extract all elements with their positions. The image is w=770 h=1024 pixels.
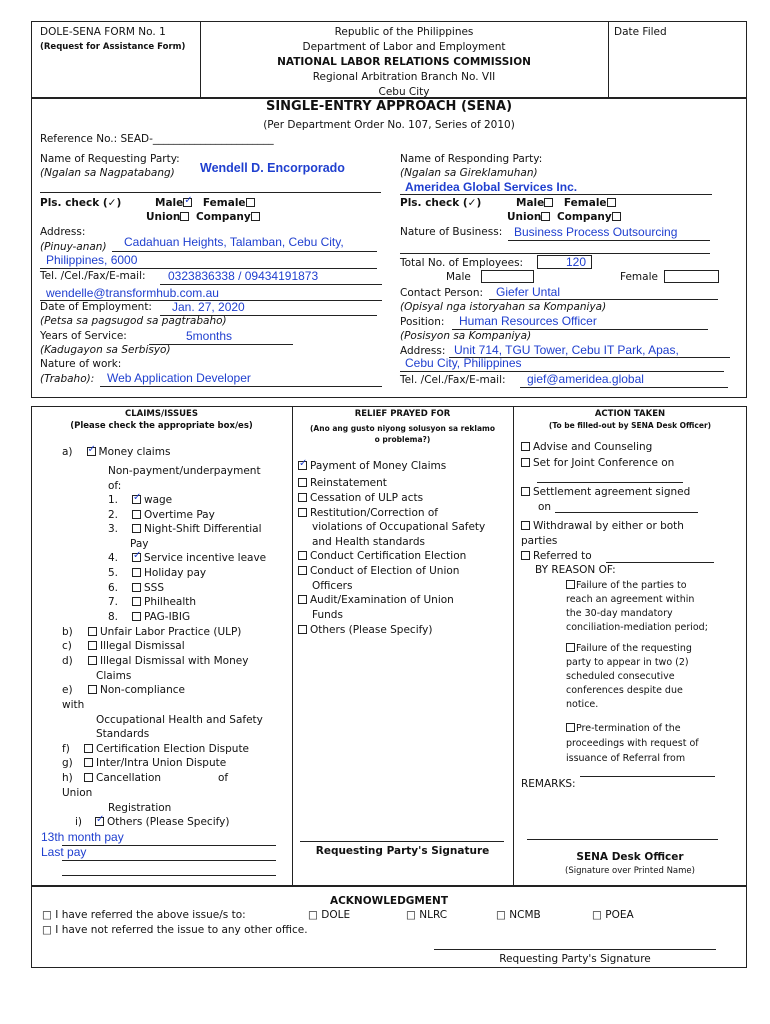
req-address-line1[interactable]: Cadahuan Heights, Talamban, Cebu City, <box>124 235 344 249</box>
claim-e-with: with <box>62 699 85 711</box>
claim-i-checkbox[interactable] <box>95 817 104 826</box>
reason-1-text: Failure of the parties to <box>576 580 687 591</box>
action-label: Referred to <box>533 550 592 562</box>
req-address-label: Address: <box>40 226 86 238</box>
relief-restitution-2: violations of Occupational Safety <box>312 521 486 533</box>
resp-pos-label: Position: <box>400 316 445 328</box>
resp-gender <box>516 197 619 209</box>
relief-label: Reinstatement <box>310 477 387 489</box>
req-work-rule <box>100 386 382 387</box>
claim-letter: e) <box>62 684 73 696</box>
claim-e-checkbox[interactable] <box>88 685 97 694</box>
relief-subtitle-1: (Ano ang gusto niyong solusyon sa reklamo <box>310 424 495 433</box>
resp-company-checkbox[interactable] <box>612 212 621 221</box>
claim-item-label: PAG-IBIG <box>144 611 191 623</box>
ack-dole[interactable]: □ DOLE <box>308 909 351 921</box>
reason-1-line: conciliation-mediation period; <box>566 622 708 633</box>
claim-item-checkbox[interactable] <box>132 524 141 533</box>
claim-other-1[interactable]: 13th month pay <box>41 830 124 844</box>
claim-letter: h) <box>62 772 73 784</box>
form-subtitle: (Request for Assistance Form) <box>40 42 186 52</box>
relief-title: RELIEF PRAYED FOR <box>354 409 451 419</box>
resp-emp-label: Total No. of Employees: <box>400 257 524 269</box>
req-name-value[interactable]: Wendell D. Encorporado <box>200 161 345 175</box>
action-label: Withdrawal by either or both <box>533 520 684 532</box>
claim-g-checkbox[interactable] <box>84 758 93 767</box>
relief-checkbox[interactable] <box>298 625 307 634</box>
action-subtitle: (To be filled-out by SENA Desk Officer) <box>548 421 712 430</box>
req-address-fil: (Pinuy-anan) <box>40 241 107 253</box>
resp-female-label: Female <box>563 197 607 209</box>
reason-2-line: party to appear in two (2) <box>566 657 689 668</box>
reason-1-line: reach an agreement within <box>566 594 695 605</box>
resp-name-rule <box>400 194 712 195</box>
reason-3-checkbox[interactable] <box>566 723 575 732</box>
branch: Regional Arbitration Branch No. VII <box>312 71 496 83</box>
department: Department of Labor and Employment <box>302 41 506 53</box>
claim-item-7 <box>108 596 196 608</box>
claim-g-label: Inter/Intra Union Dispute <box>96 757 227 769</box>
relief-label: Others (Please Specify) <box>310 624 433 636</box>
claim-item-3 <box>108 523 261 535</box>
reason-2-checkbox[interactable] <box>566 643 575 652</box>
resp-name-label: Name of Responding Party: <box>400 153 543 165</box>
claim-a-letter: a) <box>62 446 73 458</box>
action-label: Settlement agreement signed <box>533 486 691 498</box>
resp-cp-value[interactable]: Giefer Untal <box>496 285 561 299</box>
req-male-label: Male <box>155 197 184 209</box>
claim-c-label: Illegal Dismissal <box>100 640 185 652</box>
reason-2-text: Failure of the requesting <box>576 643 692 654</box>
relief-item-restitution <box>298 507 438 519</box>
reason-3-line: issuance of Referral from <box>566 753 686 764</box>
relief-checkbox[interactable] <box>298 566 307 575</box>
claim-letter: c) <box>62 640 72 652</box>
claim-np1: Non-payment/underpayment <box>108 465 261 477</box>
claim-item-checkbox[interactable] <box>132 583 141 592</box>
action-settle-on: on <box>538 501 552 513</box>
resp-type <box>507 211 624 223</box>
relief-restitution-3: and Health standards <box>312 536 425 548</box>
req-name-label: Name of Requesting Party: <box>40 153 180 165</box>
req-name-line <box>40 192 381 193</box>
ack-ncmb[interactable]: □ NCMB <box>496 909 541 921</box>
claim-e-cont1: Occupational Health and Safety <box>96 714 263 726</box>
reason-2-line: scheduled consecutive <box>566 671 675 682</box>
claim-g <box>62 757 226 769</box>
claim-item-5 <box>108 567 206 579</box>
claim-h-of: of <box>218 772 229 784</box>
req-tel-value[interactable]: 0323836338 / 09434191873 <box>168 269 319 283</box>
claim-f-label: Certification Election Dispute <box>96 743 250 755</box>
action-withdraw <box>521 520 684 532</box>
action-referred <box>521 550 592 562</box>
claim-item-label: Service incentive leave <box>144 552 267 564</box>
ack-title: ACKNOWLEDGMENT <box>329 895 449 907</box>
action-advise <box>521 441 652 453</box>
relief-signature-label: Requesting Party's Signature <box>315 845 490 857</box>
action-joint <box>521 457 674 469</box>
claim-item-checkbox[interactable] <box>132 568 141 577</box>
claim-np2: of: <box>108 480 122 492</box>
claim-item-checkbox[interactable] <box>132 495 141 504</box>
relief-label: Conduct of Election of Union <box>310 565 460 577</box>
action-joint-rule <box>537 482 683 483</box>
claim-item-num: 8. <box>108 611 119 623</box>
ack-referred[interactable]: □ I have referred the above issue/s to: <box>42 909 246 921</box>
claim-h-reg: Registration <box>108 802 172 814</box>
agency-block <box>200 25 608 100</box>
reference-no: Reference No.: SEAD-_______________________ <box>40 133 274 145</box>
claim-item-4 <box>108 552 266 564</box>
claim-item-8 <box>108 611 190 623</box>
action-reason-1 <box>566 579 708 635</box>
req-gender <box>155 197 258 209</box>
req-name-label-fil: (Ngalan sa Nagpatabang) <box>40 167 175 179</box>
resp-nob-rule <box>508 240 710 241</box>
claims-subtitle: (Please check the appropriate box/es) <box>70 421 253 431</box>
req-company-label: Company <box>195 211 251 223</box>
resp-tel-value[interactable]: gief@ameridea.global <box>527 372 644 386</box>
relief-item-certification <box>298 550 466 562</box>
claim-b-label: Unfair Labor Practice (ULP) <box>100 626 242 638</box>
req-company-checkbox[interactable] <box>251 212 260 221</box>
resp-pos-value[interactable]: Human Resources Officer <box>459 314 597 328</box>
claim-item-label: Overtime Pay <box>144 509 215 521</box>
action-reason-3 <box>566 721 699 766</box>
relief-checkbox[interactable] <box>298 493 307 502</box>
claim-d-label: Illegal Dismissal with Money <box>100 655 249 667</box>
claim-item-6 <box>108 582 164 594</box>
claim-c <box>62 640 185 652</box>
claim-e <box>62 684 185 696</box>
req-work-label: Nature of work: <box>40 358 122 370</box>
claim-c-checkbox[interactable] <box>88 641 97 650</box>
reason-2-line: conferences despite due <box>566 685 683 696</box>
relief-label: Audit/Examination of Union <box>310 594 454 606</box>
relief-label: Restitution/Correction of <box>310 507 438 519</box>
claim-other-1-rule <box>62 845 276 846</box>
req-yos-label: Years of Service: <box>40 330 127 342</box>
relief-label: Conduct Certification Election <box>310 550 467 562</box>
claim-item-checkbox[interactable] <box>132 553 141 562</box>
resp-addr-line1[interactable]: Unit 714, TGU Tower, Cebu IT Park, Apas, <box>454 343 679 357</box>
relief-item-election <box>298 565 459 577</box>
claim-money-label: Money claims <box>98 446 171 458</box>
claim-h-label: Cancellation <box>96 772 162 784</box>
relief-label: Payment of Money Claims <box>310 460 447 472</box>
resp-female-checkbox[interactable] <box>607 198 616 207</box>
resp-nob-value[interactable]: Business Process Outsourcing <box>514 225 678 239</box>
claim-item-checkbox[interactable] <box>132 510 141 519</box>
req-yos-value[interactable]: 5months <box>186 329 233 343</box>
claim-letter: f) <box>62 743 70 755</box>
relief-subtitle-2: o problema?) <box>374 435 431 444</box>
action-reason-2 <box>566 642 692 712</box>
req-yos-rule <box>149 344 293 345</box>
claim-other-3-rule <box>62 875 276 876</box>
date-filed-label: Date Filed <box>614 26 667 38</box>
claim-e-label: Non-compliance <box>100 684 185 696</box>
claim-item-label: Philhealth <box>144 596 197 608</box>
page-title: SINGLE-ENTRY APPROACH (SENA) <box>265 99 513 114</box>
ack-nlrc[interactable]: □ NLRC <box>406 909 448 921</box>
resp-pos-fil: (Posisyon sa Kompaniya) <box>400 330 532 342</box>
ack-signature-label: Requesting Party's Signature <box>499 953 651 965</box>
claim-other-2[interactable]: Last pay <box>41 845 87 859</box>
action-reason: BY REASON OF: <box>535 564 616 576</box>
reason-3-text: Pre-termination of the <box>576 723 681 734</box>
claims-divider-1 <box>292 406 293 886</box>
req-yos-fil: (Kadugayon sa Serbisyo) <box>40 344 171 356</box>
relief-checkbox[interactable] <box>298 508 307 517</box>
reason-2-line: notice. <box>566 699 599 710</box>
officer-label: SENA Desk Officer <box>576 851 684 863</box>
req-address-line1-rule <box>112 251 377 252</box>
claim-letter: d) <box>62 655 73 667</box>
req-doe-fil: (Petsa sa pagsugod sa pagtrabaho) <box>40 315 227 327</box>
action-reason-3-rule <box>580 776 715 777</box>
req-address-line2[interactable]: Philippines, 6000 <box>46 253 138 267</box>
relief-audit-2: Funds <box>312 609 343 621</box>
claim-item-num: 3. <box>108 523 119 535</box>
claim-d <box>62 655 248 667</box>
req-female-checkbox[interactable] <box>246 198 255 207</box>
relief-checkbox[interactable] <box>298 478 307 487</box>
claim-i <box>62 816 229 828</box>
header-divider-right <box>608 21 609 98</box>
req-doe-value[interactable]: Jan. 27, 2020 <box>172 300 245 314</box>
req-female-label: Female <box>202 197 246 209</box>
claim-e-cont2: Standards <box>96 728 150 740</box>
relief-checkbox[interactable] <box>298 551 307 560</box>
claim-item-2 <box>108 509 215 521</box>
req-male-checkbox[interactable] <box>183 198 192 207</box>
claim-item-1 <box>108 494 172 506</box>
claim-b <box>62 626 241 638</box>
req-type <box>146 211 263 223</box>
commission: NATIONAL LABOR RELATIONS COMMISSION <box>277 56 531 68</box>
req-check-label: Pls. check (✓) <box>40 197 122 209</box>
action-label: Advise and Counseling <box>533 441 653 453</box>
claim-a <box>62 446 170 458</box>
claim-i-label: Others (Please Specify) <box>107 816 230 828</box>
action-settle <box>521 486 690 498</box>
relief-checkbox[interactable] <box>298 461 307 470</box>
claim-d-checkbox[interactable] <box>88 656 97 665</box>
claim-item-label: Night-Shift Differential <box>144 523 262 535</box>
officer-sublabel: (Signature over Printed Name) <box>565 866 695 876</box>
action-settle-rule <box>555 512 698 513</box>
claims-divider-2 <box>513 406 514 886</box>
resp-cp-fil: (Opisyal nga istoryahan sa Kompaniya) <box>400 301 607 313</box>
relief-item-audit <box>298 594 454 606</box>
claim-item-num: 1. <box>108 494 119 506</box>
claim-item-3-cont: Pay <box>130 538 149 550</box>
resp-cp-rule <box>489 299 718 300</box>
resp-emp-value[interactable]: 120 <box>565 255 587 269</box>
resp-emp-female-label: Female <box>620 271 658 283</box>
resp-emp-female-box[interactable] <box>664 270 719 283</box>
claim-item-label: SSS <box>144 582 164 594</box>
action-title: ACTION TAKEN <box>594 409 666 419</box>
ack-not-referred[interactable]: □ I have not referred the issue to any other office. <box>42 924 308 936</box>
resp-male-label: Male <box>516 197 545 209</box>
claim-h <box>62 772 161 784</box>
relief-label: Cessation of ULP acts <box>310 492 424 504</box>
req-union-label: Union <box>146 211 181 223</box>
resp-check-label: Pls. check (✓) <box>400 197 482 209</box>
claim-item-label: wage <box>144 494 173 506</box>
req-work-value[interactable]: Web Application Developer <box>107 371 251 385</box>
claim-h-checkbox[interactable] <box>84 773 93 782</box>
form-number: DOLE-SENA FORM No. 1 <box>40 26 166 38</box>
claim-item-checkbox[interactable] <box>132 612 141 621</box>
req-tel-label: Tel. /Cel./Fax/E-mail: <box>40 270 146 282</box>
resp-name-label-fil: (Ngalan sa Gireklamuhan) <box>400 167 538 179</box>
reason-2-line <box>566 642 692 656</box>
resp-emp-male-box[interactable] <box>481 270 534 283</box>
reason-3-line <box>566 721 699 736</box>
claim-f-checkbox[interactable] <box>84 744 93 753</box>
action-checkbox[interactable] <box>521 521 530 530</box>
relief-checkbox[interactable] <box>298 595 307 604</box>
relief-item-reinstatement <box>298 477 387 489</box>
republic: Republic of the Philippines <box>334 26 474 38</box>
city: Cebu City <box>378 86 430 98</box>
req-tel-rule <box>160 284 382 285</box>
resp-male-checkbox[interactable] <box>544 198 553 207</box>
resp-cp-label: Contact Person: <box>400 287 484 299</box>
action-remarks: REMARKS: <box>521 778 576 790</box>
resp-tel-rule <box>520 387 728 388</box>
relief-item-ulp <box>298 492 423 504</box>
claim-letter: g) <box>62 757 73 769</box>
action-label: Set for Joint Conference on <box>533 457 675 469</box>
reason-1-line <box>566 579 708 593</box>
ack-poea[interactable]: □ POEA <box>592 909 634 921</box>
claim-f <box>62 743 249 755</box>
resp-tel-label: Tel. /Cel./Fax/E-mail: <box>400 374 506 386</box>
relief-item-money <box>298 460 446 472</box>
claim-b-checkbox[interactable] <box>88 627 97 636</box>
resp-emp-male-label: Male <box>446 271 471 283</box>
req-union-checkbox[interactable] <box>180 212 189 221</box>
resp-nob-rule2 <box>400 253 710 254</box>
resp-nob-label: Nature of Business: <box>400 226 503 238</box>
req-work-fil: (Trabaho): <box>40 373 95 385</box>
claim-letter: b) <box>62 626 73 638</box>
resp-union-label: Union <box>507 211 542 223</box>
claim-h-union: Union <box>62 787 93 799</box>
ack-signature-line <box>434 949 716 950</box>
resp-addr-label: Address: <box>400 345 446 357</box>
resp-company-label: Company <box>556 211 612 223</box>
claim-item-num: 2. <box>108 509 119 521</box>
claim-d-cont: Claims <box>96 670 132 682</box>
resp-addr-line2[interactable]: Cebu City, Philippines <box>405 356 522 370</box>
action-referred-rule <box>606 562 714 563</box>
relief-item-others <box>298 624 432 636</box>
claims-title: CLAIMS/ISSUES <box>125 409 198 419</box>
claim-item-num: 4. <box>108 552 119 564</box>
claim-letter: i) <box>75 816 83 828</box>
action-checkbox[interactable] <box>521 487 530 496</box>
page-subtitle: (Per Department Order No. 107, Series of 2010) <box>263 119 515 131</box>
claim-money-checkbox[interactable] <box>87 447 96 456</box>
action-checkbox[interactable] <box>521 551 530 560</box>
action-checkbox[interactable] <box>521 442 530 451</box>
officer-signature-line <box>527 839 718 840</box>
resp-name-value[interactable]: Ameridea Global Services Inc. <box>405 180 578 194</box>
resp-union-checkbox[interactable] <box>541 212 550 221</box>
claim-item-num: 5. <box>108 567 119 579</box>
reason-3-line: proceedings with request of <box>566 738 699 749</box>
reason-1-checkbox[interactable] <box>566 580 575 589</box>
reason-1-line: the 30-day mandatory <box>566 608 673 619</box>
claim-item-num: 7. <box>108 596 119 608</box>
claim-other-2-rule <box>62 860 276 861</box>
action-parties: parties <box>521 535 558 547</box>
req-email-value[interactable]: wendelle@transformhub.com.au <box>46 286 219 300</box>
action-checkbox[interactable] <box>521 458 530 467</box>
req-doe-label: Date of Employment: <box>40 301 152 313</box>
relief-election-2: Officers <box>312 580 353 592</box>
claim-item-checkbox[interactable] <box>132 597 141 606</box>
claim-item-num: 6. <box>108 582 119 594</box>
relief-signature-line <box>300 841 504 842</box>
claim-item-label: Holiday pay <box>144 567 207 579</box>
